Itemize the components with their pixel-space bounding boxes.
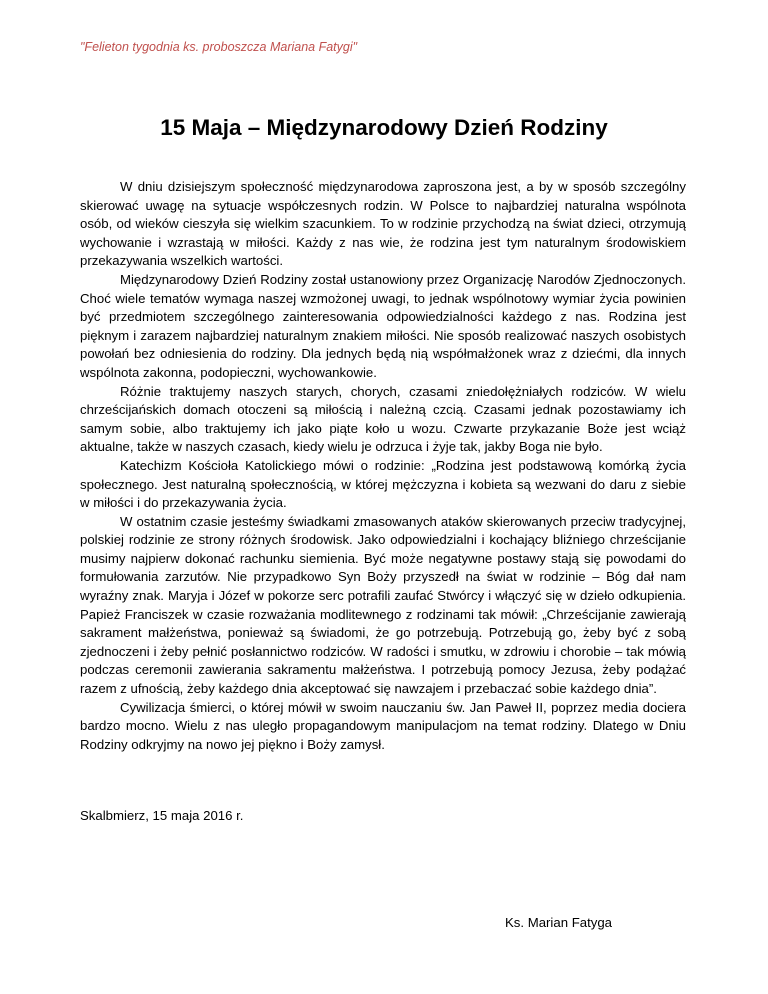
author-signature: Ks. Marian Fatyga (505, 915, 613, 930)
page-title: 15 Maja – Międzynarodowy Dzień Rodziny (160, 115, 608, 140)
paragraph: Różnie traktujemy naszych starych, chorych, czasami zniedołężniałych rodziców. W wielu chrześcijańskich domach otoczeni są miłością i należną czcią. Czasami jednak pozostawiamy ich samym sobie, albo traktujemy ich jako piąte koło u wozu. Czwarte przykazanie Boże jest wciąż aktualne, także w naszych czasach, kiedy wielu je odrzuca i żyje tak, jakby Boga nie było. (80, 383, 686, 455)
paragraph: Międzynarodowy Dzień Rodziny został ustanowiony przez Organizację Narodów Zjednoczonych. Choć wiele tematów wymaga naszej wzmożonej uwagi, to jednak wspólnotowy wymiar życia powinien być przedmiotem szczególnego zainteresowania odpowiedzialności każdego z nas. Rodzina jest pięknym i zarazem najbardziej naturalnym znakiem miłości. Nie sposób realizować naszych osobistych powołań bez odniesienia do rodziny. Dla jednych będą nią współmałżonek wraz z dziećmi, dla innych wspólnota zakonna, podopieczni, wychowankowie. (80, 271, 686, 380)
paragraph: W dniu dzisiejszym społeczność międzynarodowa zaproszona jest, a by w sposób szczególny skierować uwagę na sytuacje współczesnych rodzin. W Polsce to najbardziej naturalna wspólnota osób, od wieków cieszyła się wielkim szacunkiem. To w rodzinie przychodzą na świat dzieci, otrzymują wychowanie i wzrastają w miłości. Każdy z nas wie, że rodzina jest tym naturalnym środowiskiem przekazywania wszelkich wartości. (80, 179, 686, 269)
header-note: "Felieton tygodnia ks. proboszcza Mariana Fatygi" (80, 40, 358, 54)
paragraph: W ostatnim czasie jesteśmy świadkami zmasowanych ataków skierowanych przeciw tradycyjnej, polskiej rodzinie ze strony różnych środowisk. Jako odpowiedzialni i kochający bliźniego chrześcijanie musimy najpierw dokonać rachunku siemienia. Być może negatywne postawy stają się powodami do formułowania zarzutów. Nie przypadkowo Syn Boży przyszedł na świat w rodzinie – Bóg dał nam wyraźny znak. Maryja i Józef w pokorze serc potrafili zaufać Stwórcy i włączyć się w dzieło odkupienia. Papież Franciszek w czasie rozważania modlitewnego z rodzinami tak mówił: „Chrześcijanie zawierają sakrament małżeństwa, ponieważ są świadomi, że go potrzebują. Potrzebują go, żeby być z sobą zjednoczeni i żeby pełnić posłannictwo rodziców. W radości i smutku, w zdrowiu i chorobie – tak mówią podczas ceremonii zawierania sakramentu małżeństwa. I potrzebują pomocy Jezusa, żeby podążać razem z ufnością, żeby każdego dnia akceptować się nawzajem i przebaczać sobie każdego dnia”. (80, 513, 686, 697)
place-date: Skalbmierz, 15 maja 2016 r. (80, 808, 244, 823)
paragraph: Cywilizacja śmierci, o której mówił w swoim nauczaniu św. Jan Paweł II, poprzez media dociera bardzo mocno. Wielu z nas uległo propagandowym manipulacjom na temat rodziny. Dlatego w Dniu Rodziny odkryjmy na nowo jej piękno i Boży zamysł. (80, 699, 686, 752)
article-body (80, 178, 686, 754)
paragraph: Katechizm Kościoła Katolickiego mówi o rodzinie: „Rodzina jest podstawową komórką życia społecznego. Jest naturalną społecznością, w której mężczyzna i kobieta są wezwani do daru z siebie w miłości i do przekazywania życia. (80, 457, 686, 511)
